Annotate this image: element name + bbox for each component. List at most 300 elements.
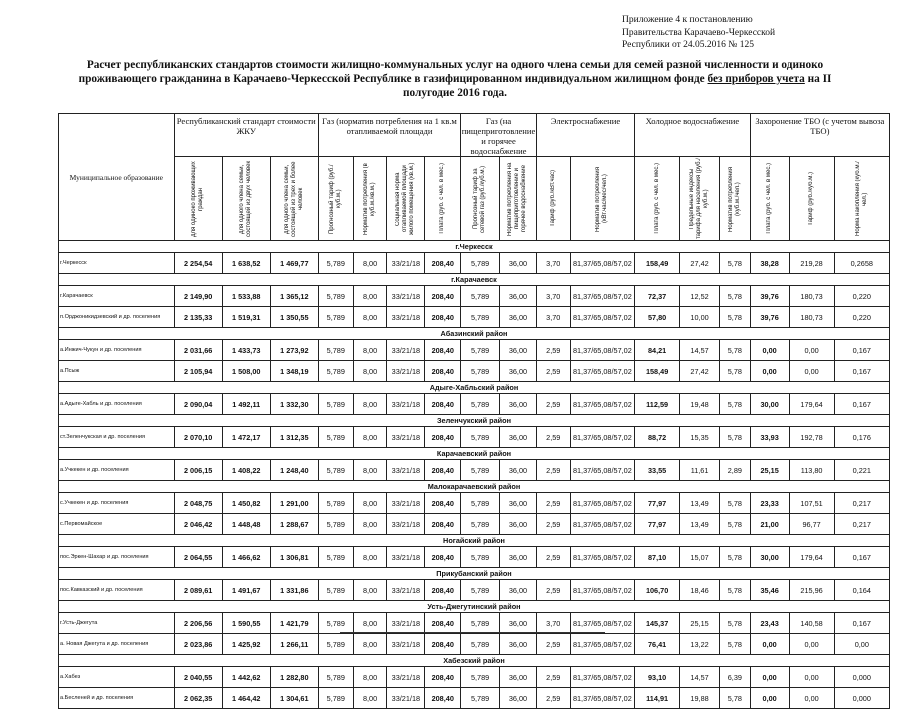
subheader-label: Прогнозный тариф (руб./куб.м.)	[328, 163, 342, 234]
value-cell: 33/21/18	[387, 361, 425, 382]
region-name: Прикубанский район	[59, 568, 890, 580]
region-name: г.Карачаевск	[59, 274, 890, 286]
table-row	[59, 340, 890, 361]
value-cell: 72,37	[635, 286, 680, 307]
value-cell: 140,58	[789, 613, 834, 634]
value-cell: 8,00	[353, 634, 387, 655]
value-cell: 1 442,62	[222, 667, 270, 688]
value-cell: 15,07	[680, 547, 720, 568]
value-cell: 0,167	[834, 613, 889, 634]
value-cell: 33,55	[635, 460, 680, 481]
subheader-cell	[425, 157, 461, 241]
municipality-cell: а.Адыге-Хабль и др. поселения	[59, 394, 175, 415]
header-standard: Республиканский стандарт стоимости ЖКУ	[174, 114, 318, 157]
value-cell: 81,37/65,08/57,02	[570, 514, 634, 535]
value-cell: 1 472,17	[222, 427, 270, 448]
municipality-cell: г.Карачаевск	[59, 286, 175, 307]
value-cell: 12,52	[680, 286, 720, 307]
value-cell: 5,789	[461, 493, 500, 514]
value-cell: 81,37/65,08/57,02	[570, 361, 634, 382]
value-cell: 0,217	[834, 514, 889, 535]
value-cell: 208,40	[425, 460, 461, 481]
value-cell: 1 304,61	[270, 688, 318, 709]
value-cell: 1 248,40	[270, 460, 318, 481]
value-cell: 1 266,11	[270, 634, 318, 655]
value-cell: 5,78	[720, 493, 751, 514]
region-name: Усть-Джегутинский район	[59, 601, 890, 613]
value-cell: 96,77	[789, 514, 834, 535]
value-cell: 13,22	[680, 634, 720, 655]
region-row	[59, 415, 890, 427]
value-cell: 2 206,56	[174, 613, 222, 634]
value-cell: 8,00	[353, 286, 387, 307]
value-cell: 5,789	[318, 427, 353, 448]
municipality-cell: пос.Эркен-Шахар и др. поселения	[59, 547, 175, 568]
municipality-cell: а.Хабез	[59, 667, 175, 688]
value-cell: 36,00	[500, 307, 537, 328]
value-cell: 1 408,22	[222, 460, 270, 481]
value-cell: 5,789	[461, 547, 500, 568]
value-cell: 0,00	[789, 361, 834, 382]
subheader-cell	[270, 157, 318, 241]
value-cell: 81,37/65,08/57,02	[570, 307, 634, 328]
value-cell: 81,37/65,08/57,02	[570, 394, 634, 415]
value-cell: 3,70	[536, 253, 570, 274]
value-cell: 1 590,55	[222, 613, 270, 634]
value-cell: 81,37/65,08/57,02	[570, 547, 634, 568]
value-cell: 36,00	[500, 613, 537, 634]
value-cell: 3,70	[536, 307, 570, 328]
value-cell: 5,789	[318, 307, 353, 328]
value-cell: 5,789	[461, 286, 500, 307]
table-row	[59, 667, 890, 688]
value-cell: 2 149,90	[174, 286, 222, 307]
value-cell: 36,00	[500, 580, 537, 601]
value-cell: 36,00	[500, 547, 537, 568]
value-cell: 35,46	[750, 580, 789, 601]
subheader-cell	[222, 157, 270, 241]
value-cell: 36,00	[500, 460, 537, 481]
value-cell: 33/21/18	[387, 493, 425, 514]
value-cell: 5,789	[318, 286, 353, 307]
value-cell: 5,789	[461, 361, 500, 382]
value-cell: 2 046,42	[174, 514, 222, 535]
value-cell: 0,176	[834, 427, 889, 448]
value-cell: 5,789	[318, 580, 353, 601]
value-cell: 0,2658	[834, 253, 889, 274]
value-cell: 33/21/18	[387, 547, 425, 568]
table-row	[59, 253, 890, 274]
title-part-2: на II полугодие 2016 года.	[402, 73, 832, 99]
region-row	[59, 382, 890, 394]
value-cell: 1 421,79	[270, 613, 318, 634]
value-cell: 81,37/65,08/57,02	[570, 253, 634, 274]
value-cell: 39,76	[750, 286, 789, 307]
value-cell: 2 089,61	[174, 580, 222, 601]
municipality-cell: г.Черкесск	[59, 253, 175, 274]
value-cell: 145,37	[635, 613, 680, 634]
value-cell: 5,789	[318, 547, 353, 568]
value-cell: 0,00	[789, 634, 834, 655]
value-cell: 2 070,10	[174, 427, 222, 448]
value-cell: 2 064,55	[174, 547, 222, 568]
subheader-label: Прогнозный тариф за сетевой газ (руб./куб.м.)	[473, 164, 487, 233]
value-cell: 5,78	[720, 688, 751, 709]
value-cell: 2,59	[536, 580, 570, 601]
value-cell: 2 090,04	[174, 394, 222, 415]
value-cell: 33/21/18	[387, 667, 425, 688]
value-cell: 0,00	[789, 340, 834, 361]
table-row	[59, 394, 890, 415]
municipality-cell: а.Псыж	[59, 361, 175, 382]
value-cell: 38,28	[750, 253, 789, 274]
value-cell: 81,37/65,08/57,02	[570, 493, 634, 514]
value-cell: 2,59	[536, 688, 570, 709]
subheader-label: для одного члена семьи, состоящей из трех и более человек	[283, 160, 304, 237]
value-cell: 81,37/65,08/57,02	[570, 286, 634, 307]
value-cell: 2 062,35	[174, 688, 222, 709]
value-cell: 8,00	[353, 427, 387, 448]
value-cell: 33,93	[750, 427, 789, 448]
value-cell: 8,00	[353, 688, 387, 709]
region-name: Карачаевский район	[59, 448, 890, 460]
value-cell: 0,00	[750, 340, 789, 361]
value-cell: 2,59	[536, 634, 570, 655]
value-cell: 0,00	[834, 634, 889, 655]
value-cell: 208,40	[425, 307, 461, 328]
region-row	[59, 481, 890, 493]
value-cell: 36,00	[500, 667, 537, 688]
subheader-cell	[500, 157, 537, 241]
value-cell: 10,00	[680, 307, 720, 328]
value-cell: 81,37/65,08/57,02	[570, 634, 634, 655]
subheader-label: Предельные индексы тарифа для населения (руб./куб.м.)	[689, 158, 710, 239]
value-cell: 5,789	[318, 361, 353, 382]
table-row	[59, 580, 890, 601]
value-cell: 14,57	[680, 667, 720, 688]
municipality-cell: а.Инжич-Чукун и др. поселения	[59, 340, 175, 361]
region-name: Хабезский район	[59, 655, 890, 667]
region-row	[59, 241, 890, 253]
value-cell: 2,59	[536, 361, 570, 382]
value-cell: 8,00	[353, 667, 387, 688]
value-cell: 5,78	[720, 634, 751, 655]
value-cell: 179,64	[789, 394, 834, 415]
value-cell: 11,61	[680, 460, 720, 481]
subheader-label: Плата (руб. с чел. в мес.)	[653, 163, 660, 234]
region-row	[59, 274, 890, 286]
value-cell: 8,00	[353, 580, 387, 601]
value-cell: 8,00	[353, 307, 387, 328]
value-cell: 25,15	[680, 613, 720, 634]
value-cell: 2,59	[536, 394, 570, 415]
header-cold-water: Холодное водоснабжение	[635, 114, 751, 157]
region-row	[59, 535, 890, 547]
subheader-cell	[750, 157, 789, 241]
subheader-label: Плата (руб. с чел. в мес.)	[439, 163, 446, 234]
value-cell: 0,00	[789, 688, 834, 709]
value-cell: 33/21/18	[387, 394, 425, 415]
value-cell: 18,46	[680, 580, 720, 601]
value-cell: 33/21/18	[387, 514, 425, 535]
value-cell: 0,217	[834, 493, 889, 514]
value-cell: 2 040,55	[174, 667, 222, 688]
value-cell: 2,59	[536, 547, 570, 568]
value-cell: 5,78	[720, 394, 751, 415]
page-bottom-line	[340, 632, 605, 633]
value-cell: 1 425,92	[222, 634, 270, 655]
table-row	[59, 514, 890, 535]
subheader-cell	[461, 157, 500, 241]
subheader-cell	[387, 157, 425, 241]
value-cell: 2,59	[536, 460, 570, 481]
value-cell: 81,37/65,08/57,02	[570, 580, 634, 601]
value-cell: 2 048,75	[174, 493, 222, 514]
value-cell: 30,00	[750, 547, 789, 568]
value-cell: 33/21/18	[387, 613, 425, 634]
value-cell: 5,78	[720, 307, 751, 328]
value-cell: 3,70	[536, 286, 570, 307]
value-cell: 5,789	[461, 394, 500, 415]
value-cell: 0,221	[834, 460, 889, 481]
value-cell: 208,40	[425, 613, 461, 634]
value-cell: 5,789	[461, 613, 500, 634]
subheader-label: Норма накопления (куб.м./чел.)	[854, 161, 868, 236]
value-cell: 5,78	[720, 427, 751, 448]
value-cell: 208,40	[425, 394, 461, 415]
subheader-cell	[720, 157, 751, 241]
value-cell: 114,91	[635, 688, 680, 709]
value-cell: 5,789	[461, 688, 500, 709]
table-row	[59, 547, 890, 568]
region-name: Зеленчукский район	[59, 415, 890, 427]
value-cell: 5,789	[318, 493, 353, 514]
value-cell: 2 135,33	[174, 307, 222, 328]
value-cell: 1 491,67	[222, 580, 270, 601]
value-cell: 5,78	[720, 580, 751, 601]
value-cell: 5,78	[720, 340, 751, 361]
value-cell: 84,21	[635, 340, 680, 361]
value-cell: 192,78	[789, 427, 834, 448]
value-cell: 2 023,86	[174, 634, 222, 655]
value-cell: 8,00	[353, 514, 387, 535]
value-cell: 1 312,35	[270, 427, 318, 448]
value-cell: 1 508,00	[222, 361, 270, 382]
municipality-cell: а.Бесленей и др. поселения	[59, 688, 175, 709]
value-cell: 1 448,48	[222, 514, 270, 535]
value-cell: 93,10	[635, 667, 680, 688]
value-cell: 0,167	[834, 340, 889, 361]
value-cell: 1 638,52	[222, 253, 270, 274]
value-cell: 208,40	[425, 688, 461, 709]
document-title	[70, 58, 840, 100]
value-cell: 5,789	[318, 688, 353, 709]
value-cell: 5,789	[318, 667, 353, 688]
value-cell: 36,00	[500, 634, 537, 655]
region-name: Адыге-Хабльский район	[59, 382, 890, 394]
value-cell: 5,789	[318, 460, 353, 481]
value-cell: 8,00	[353, 460, 387, 481]
value-cell: 219,28	[789, 253, 834, 274]
value-cell: 77,97	[635, 514, 680, 535]
title-underlined: без приборов учета	[707, 73, 805, 85]
value-cell: 0,167	[834, 361, 889, 382]
value-cell: 0,000	[834, 688, 889, 709]
subheader-label: Норматив потребления (кВт.час/мес/чел.)	[595, 165, 609, 232]
value-cell: 1 492,11	[222, 394, 270, 415]
value-cell: 5,789	[318, 394, 353, 415]
subheader-label: Норматив потребления на пищеприготовление и горячее водоснабжение	[507, 161, 528, 236]
value-cell: 81,37/65,08/57,02	[570, 688, 634, 709]
value-cell: 1 273,92	[270, 340, 318, 361]
value-cell: 81,37/65,08/57,02	[570, 667, 634, 688]
value-cell: 112,59	[635, 394, 680, 415]
municipality-cell: г.Усть-Джегута	[59, 613, 175, 634]
value-cell: 2,89	[720, 460, 751, 481]
value-cell: 5,78	[720, 613, 751, 634]
value-cell: 33/21/18	[387, 253, 425, 274]
value-cell: 3,70	[536, 613, 570, 634]
value-cell: 39,76	[750, 307, 789, 328]
value-cell: 36,00	[500, 361, 537, 382]
municipality-cell: с.Учкекен и др. поселения	[59, 493, 175, 514]
value-cell: 5,789	[461, 307, 500, 328]
municipality-cell: с.Первомайское	[59, 514, 175, 535]
table-row	[59, 286, 890, 307]
subheader-label: для одного члена семьи, состоящей из двух человек	[239, 160, 253, 237]
subheader-cell	[680, 157, 720, 241]
value-cell: 21,00	[750, 514, 789, 535]
value-cell: 2 254,54	[174, 253, 222, 274]
value-cell: 13,49	[680, 493, 720, 514]
value-cell: 81,37/65,08/57,02	[570, 340, 634, 361]
subheader-label: Тариф (руб./куб.м.)	[808, 171, 815, 226]
value-cell: 33/21/18	[387, 688, 425, 709]
value-cell: 208,40	[425, 634, 461, 655]
value-cell: 0,00	[750, 667, 789, 688]
municipality-cell: п.Орджоникидзевский и др. поселения	[59, 307, 175, 328]
value-cell: 5,789	[461, 634, 500, 655]
header-gas-heating: Газ (норматив потребления на 1 кв.м отапливаемой площади	[318, 114, 460, 157]
value-cell: 2 006,15	[174, 460, 222, 481]
value-cell: 33/21/18	[387, 580, 425, 601]
subheader-cell	[834, 157, 889, 241]
value-cell: 5,78	[720, 514, 751, 535]
value-cell: 0,00	[750, 361, 789, 382]
municipality-cell: а. Новая Джегута и др. поселения	[59, 634, 175, 655]
table-row	[59, 634, 890, 655]
value-cell: 13,49	[680, 514, 720, 535]
value-cell: 208,40	[425, 286, 461, 307]
value-cell: 36,00	[500, 688, 537, 709]
subheader-label: Норматив потребления (в куб.м./кв.м.)	[363, 162, 377, 235]
value-cell: 25,15	[750, 460, 789, 481]
value-cell: 36,00	[500, 286, 537, 307]
value-cell: 36,00	[500, 394, 537, 415]
subheader-cell	[789, 157, 834, 241]
header-electricity: Электроснабжение	[536, 114, 634, 157]
value-cell: 5,789	[461, 253, 500, 274]
region-name: Абазинский район	[59, 328, 890, 340]
value-cell: 36,00	[500, 340, 537, 361]
value-cell: 158,49	[635, 253, 680, 274]
value-cell: 5,789	[318, 253, 353, 274]
municipality-cell: ст.Зеленчукская и др. поселения	[59, 427, 175, 448]
value-cell: 106,70	[635, 580, 680, 601]
value-cell: 1 469,77	[270, 253, 318, 274]
value-cell: 76,41	[635, 634, 680, 655]
value-cell: 5,78	[720, 253, 751, 274]
value-cell: 8,00	[353, 613, 387, 634]
value-cell: 5,789	[461, 460, 500, 481]
value-cell: 1 282,80	[270, 667, 318, 688]
value-cell: 8,00	[353, 361, 387, 382]
value-cell: 208,40	[425, 667, 461, 688]
value-cell: 23,33	[750, 493, 789, 514]
municipality-cell: а.Учкекен и др. поселения	[59, 460, 175, 481]
subheader-label: Социальная норма отапливаемой площади жилого помещения (кв.м.)	[395, 162, 416, 235]
value-cell: 6,39	[720, 667, 751, 688]
value-cell: 5,78	[720, 286, 751, 307]
value-cell: 88,72	[635, 427, 680, 448]
value-cell: 81,37/65,08/57,02	[570, 460, 634, 481]
region-name: г.Черкесск	[59, 241, 890, 253]
value-cell: 5,78	[720, 547, 751, 568]
value-cell: 81,37/65,08/57,02	[570, 427, 634, 448]
header-waste: Захоронение ТБО (с учетом вывоза ТБО)	[750, 114, 889, 157]
table-row	[59, 688, 890, 709]
value-cell: 1 306,81	[270, 547, 318, 568]
value-cell: 87,10	[635, 547, 680, 568]
value-cell: 1 466,62	[222, 547, 270, 568]
subheader-cell	[570, 157, 634, 241]
region-row	[59, 448, 890, 460]
value-cell: 0,167	[834, 547, 889, 568]
value-cell: 5,789	[461, 514, 500, 535]
table-row	[59, 427, 890, 448]
value-cell: 5,78	[720, 361, 751, 382]
value-cell: 0,220	[834, 286, 889, 307]
subheader-label: Плата (руб. с чел. в мес.)	[766, 163, 773, 234]
value-cell: 33/21/18	[387, 460, 425, 481]
value-cell: 33/21/18	[387, 307, 425, 328]
value-cell: 1 331,86	[270, 580, 318, 601]
value-cell: 179,64	[789, 547, 834, 568]
value-cell: 36,00	[500, 253, 537, 274]
subheader-label: Тариф (руб./кВт.час)	[549, 170, 556, 227]
value-cell: 208,40	[425, 361, 461, 382]
value-cell: 81,37/65,08/57,02	[570, 613, 634, 634]
value-cell: 180,73	[789, 286, 834, 307]
value-cell: 0,00	[750, 634, 789, 655]
subheader-cell	[318, 157, 353, 241]
value-cell: 208,40	[425, 514, 461, 535]
value-cell: 5,789	[318, 634, 353, 655]
value-cell: 1 450,82	[222, 493, 270, 514]
value-cell: 2,59	[536, 493, 570, 514]
value-cell: 1 350,55	[270, 307, 318, 328]
value-cell: 180,73	[789, 307, 834, 328]
value-cell: 5,789	[461, 580, 500, 601]
value-cell: 57,80	[635, 307, 680, 328]
value-cell: 19,88	[680, 688, 720, 709]
subheader-cell	[353, 157, 387, 241]
region-name: Малокарачаевский район	[59, 481, 890, 493]
value-cell: 15,35	[680, 427, 720, 448]
value-cell: 0,164	[834, 580, 889, 601]
table-row	[59, 361, 890, 382]
appendix-note	[622, 14, 892, 52]
